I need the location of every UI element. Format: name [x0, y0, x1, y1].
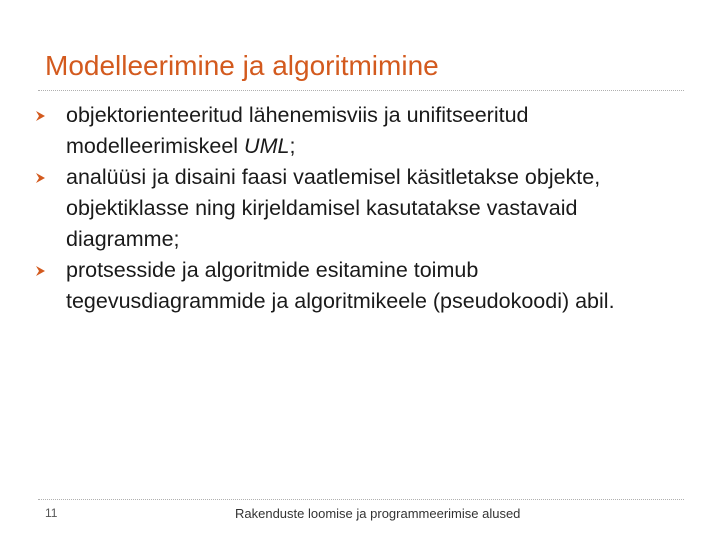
bullet-list — [36, 100, 676, 317]
bullet-text-end: ; — [289, 134, 296, 158]
bullet-arrow-icon — [36, 111, 45, 121]
bullet-item — [36, 100, 676, 162]
bullet-item — [36, 162, 676, 255]
title-divider — [38, 90, 684, 91]
bullet-text: protsesside ja algoritmide esitamine toimub tegevusdiagrammide ja algoritmikeele (pseudokoodi) abil. — [66, 258, 615, 313]
footer-divider — [38, 499, 684, 500]
bullet-item — [36, 255, 676, 317]
footer-text: Rakenduste loomise ja programmeerimise alused — [235, 506, 521, 521]
bullet-arrow-icon — [36, 173, 45, 183]
page-number: 11 — [45, 506, 58, 520]
bullet-text: objektorienteeritud lähenemisviis ja unifitseeritud modelleerimiskeel — [66, 103, 529, 158]
bullet-emphasis: UML — [244, 134, 290, 158]
bullet-text: analüüsi ja disaini faasi vaatlemisel käsitletakse objekte, objektiklasse ning kirjeldamisel kasutatakse vastavaid diagramme; — [66, 165, 601, 251]
slide-title: Modelleerimine ja algoritmimine — [45, 50, 439, 81]
bullet-arrow-icon — [36, 266, 45, 276]
